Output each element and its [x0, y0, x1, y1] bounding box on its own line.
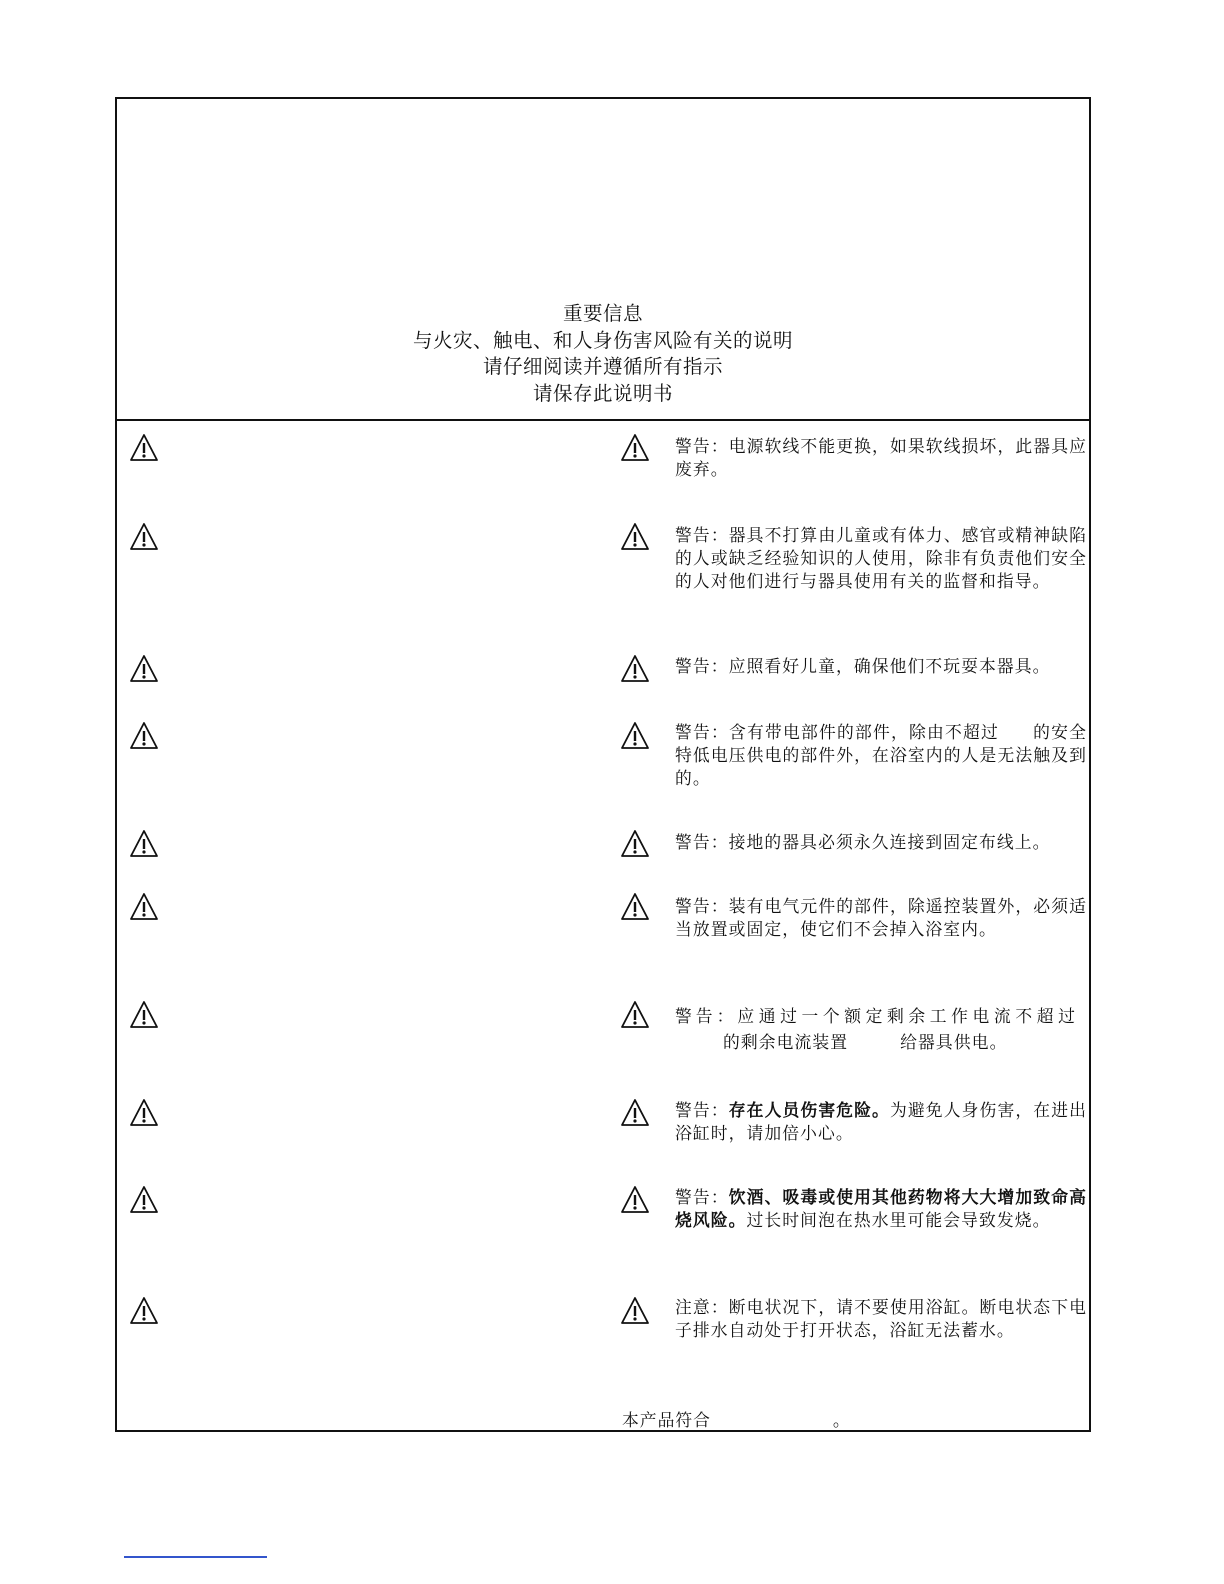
warning-triangle-icon	[129, 721, 159, 751]
warning-triangle-icon	[620, 721, 650, 751]
keep-instruction: 请保存此说明书	[532, 381, 673, 405]
warning-body-b: 的剩余电流装置	[723, 1032, 849, 1052]
warning-bold: 存在人员伤害危险。	[728, 1100, 890, 1120]
page-subtitle: 与火灾、触电、和人身伤害风险有关的说明	[412, 328, 793, 352]
warning-body: 器具不打算由儿童或有体力、感官或精神缺陷的人或缺乏经验知识的人使用，除非有负责他们安全的人对他们进行与器具使用有关的监督和指导。	[675, 525, 1087, 591]
header-box	[117, 99, 1089, 421]
warning-label: 警告：	[675, 1006, 738, 1026]
warning-5	[675, 831, 1087, 854]
warning-triangle-icon	[129, 654, 159, 684]
warning-triangle-icon	[129, 1185, 159, 1215]
warning-1	[675, 435, 1087, 481]
warning-triangle-icon	[620, 433, 650, 463]
warning-label: 警告：	[675, 656, 729, 676]
warning-4	[675, 721, 1087, 790]
warning-triangle-icon	[620, 1185, 650, 1215]
read-instruction: 请仔细阅读并遵循所有指示	[482, 355, 723, 378]
warning-7	[675, 1003, 1087, 1055]
compliance-prefix: 本产品符合	[622, 1410, 711, 1430]
footer-rule	[124, 1556, 267, 1558]
caution-label: 注意：	[675, 1297, 729, 1317]
warning-body: 装有电气元件的部件，除遥控装置外，必须适当放置或固定，使它们不会掉入浴室内。	[675, 896, 1087, 939]
warning-body: 为避免人身伤害，在进出浴缸时，请加倍小心。	[675, 1100, 1087, 1143]
warning-triangle-icon	[129, 1098, 159, 1128]
warning-triangle-icon	[620, 892, 650, 922]
warning-triangle-icon	[129, 892, 159, 922]
warning-triangle-icon	[129, 829, 159, 859]
warning-triangle-icon	[620, 1296, 650, 1326]
warning-body-c: 给器具供电。	[900, 1032, 1008, 1052]
warning-label: 警告：	[675, 1100, 729, 1120]
document-frame	[115, 97, 1091, 1432]
warning-body: 过长时间泡在热水里可能会导致发烧。	[746, 1210, 1051, 1230]
warning-body: 应照看好儿童，确保他们不玩耍本器具。	[728, 656, 1051, 676]
warning-bold: 饮酒、吸毒或使用其他药物将大大增加致命高烧风险。	[675, 1187, 1087, 1230]
warning-label: 警告：	[675, 832, 729, 852]
warning-8	[675, 1099, 1087, 1145]
warning-body-a: 含有带电部件的部件，除由不超过	[729, 722, 999, 742]
warning-body: 接地的器具必须永久连接到固定布线上。	[728, 832, 1051, 852]
warning-triangle-icon	[129, 433, 159, 463]
warning-2	[675, 524, 1087, 593]
warning-6	[675, 895, 1087, 941]
warning-triangle-icon	[620, 1098, 650, 1128]
caution-10	[675, 1296, 1087, 1342]
header-text	[117, 301, 1089, 407]
warning-triangle-icon	[620, 522, 650, 552]
warning-triangle-icon	[129, 522, 159, 552]
warning-3	[675, 655, 1087, 678]
compliance-note	[622, 1407, 851, 1431]
caution-body: 断电状况下，请不要使用浴缸。断电状态下电子排水自动处于打开状态，浴缸无法蓄水。	[675, 1297, 1087, 1340]
warning-body-b: 的安全特低电压供电的部件外，在浴室内的人是无法触及到的。	[675, 722, 1087, 788]
compliance-suffix: 。	[832, 1410, 851, 1430]
warning-triangle-icon	[620, 829, 650, 859]
warning-triangle-icon	[129, 1296, 159, 1326]
warning-label: 警告：	[675, 525, 729, 545]
warning-label: 警告：	[675, 1187, 729, 1207]
warning-label: 警告：	[675, 436, 729, 456]
warning-9	[675, 1186, 1087, 1232]
warning-label: 警告：	[675, 722, 729, 742]
warning-triangle-icon	[620, 654, 650, 684]
warning-triangle-icon	[129, 1000, 159, 1030]
warning-triangle-icon	[620, 1000, 650, 1030]
warning-body: 电源软线不能更换，如果软线损坏，此器具应废弃。	[675, 436, 1087, 479]
warning-label: 警告：	[675, 896, 729, 916]
page-title: 重要信息	[562, 302, 643, 325]
warning-body-a: 应通过一个额定剩余工作电流不超过	[737, 1006, 1080, 1026]
